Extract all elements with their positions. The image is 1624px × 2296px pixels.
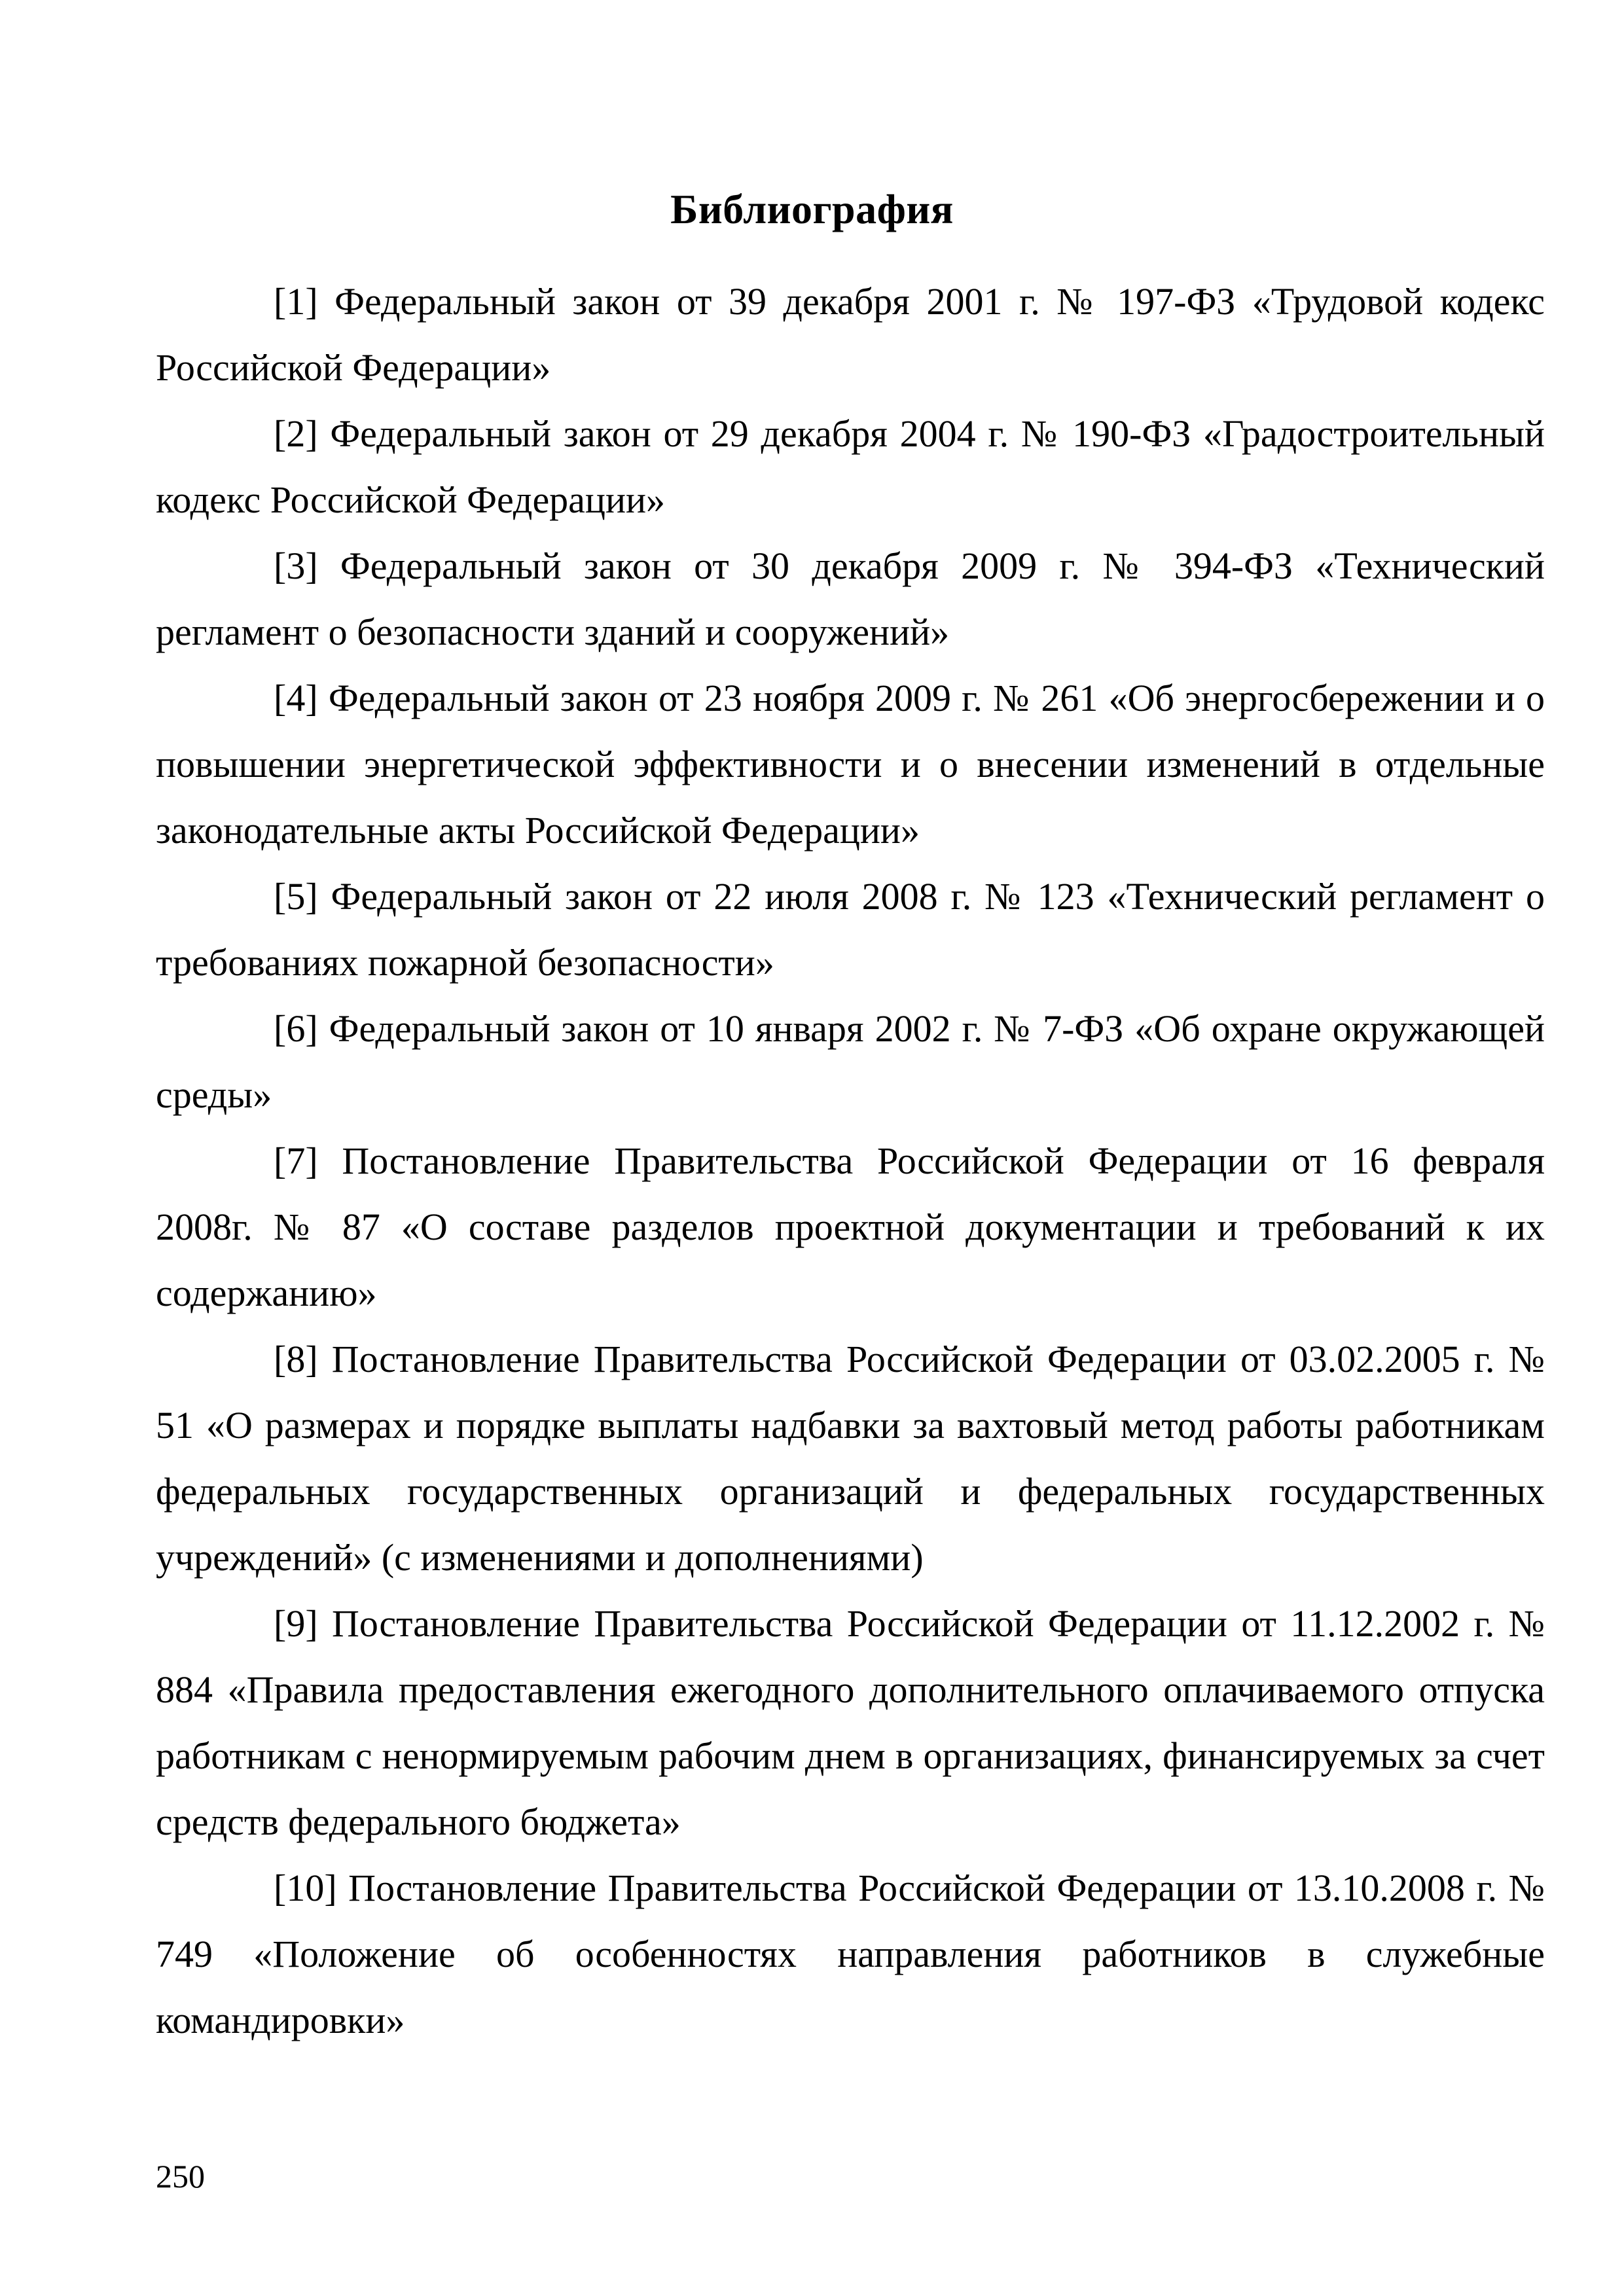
bibliography-entry-1: [1] Федеральный закон от 39 декабря 2001 г. № 197-ФЗ «Трудовой кодекс Российской Федерации» bbox=[156, 280, 1545, 389]
bibliography-entry-7: [7] Постановление Правительства Российской Федерации от 16 февраля 2008г. № 87 «О составе разделов проектной документации и требований к их содержанию» bbox=[156, 1139, 1545, 1314]
bibliography-entry-2: [2] Федеральный закон от 29 декабря 2004 г. № 190-ФЗ «Градостроительный кодекс Российской Федерации» bbox=[156, 412, 1545, 521]
page-number: 250 bbox=[156, 2158, 205, 2195]
bibliography-entry-3: [3] Федеральный закон от 30 декабря 2009 г. № 394-ФЗ «Технический регламент о безопасности зданий и сооружений» bbox=[156, 545, 1545, 653]
bibliography-entry-4: [4] Федеральный закон от 23 ноября 2009 г. № 261 «Об энергосбережении и о повышении энергетической эффективности и о внесении изменений в отдельные законодательные акты Российской Федерации» bbox=[156, 677, 1545, 852]
bibliography-entry-6: [6] Федеральный закон от 10 января 2002 г. № 7-ФЗ «Об охране окружающей среды» bbox=[156, 1007, 1545, 1116]
bibliography-entry-10: [10] Постановление Правительства Российской Федерации от 13.10.2008 г. № 749 «Положение об особенностях направления работников в служебные командировки» bbox=[156, 1867, 1545, 2041]
bibliography-entry-8: [8] Постановление Правительства Российской Федерации от 03.02.2005 г. № 51 «О размерах и порядке выплаты надбавки за вахтовый метод работы работникам федеральных государственных организаций и федеральных государственных учреждений» (с изменениями и дополнениями) bbox=[156, 1338, 1545, 1579]
bibliography-entry-9: [9] Постановление Правительства Российской Федерации от 11.12.2002 г. № 884 «Правила предоставления ежегодного дополнительного оплачиваемого отпуска работникам с ненормируемым рабочим днем в организациях, финансируемых за счет средств федерального бюджета» bbox=[156, 1602, 1545, 1843]
page-title: Библиография bbox=[670, 185, 954, 232]
bibliography-entry-5: [5] Федеральный закон от 22 июля 2008 г. № 123 «Технический регламент о требованиях пожарной безопасности» bbox=[156, 875, 1545, 984]
bibliography-list bbox=[156, 268, 1545, 2053]
